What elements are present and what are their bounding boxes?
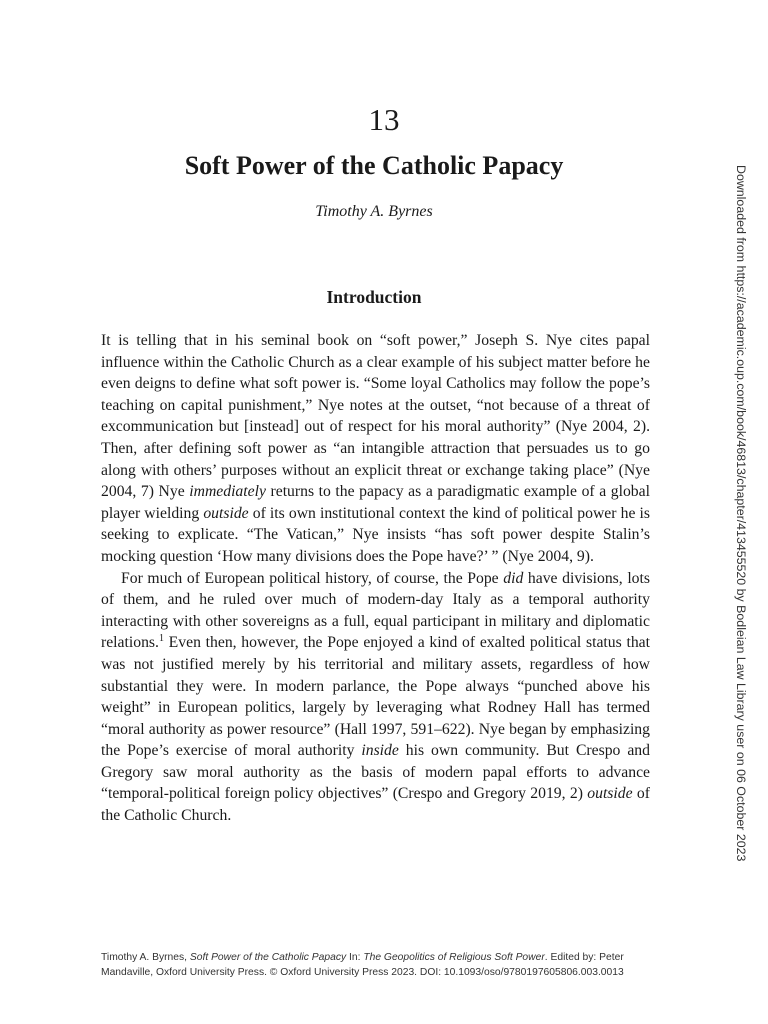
download-watermark: Downloaded from https://academic.oup.com/book/46813/chapter/413455520 by Bodleian Law Library user on 06 October 2023 — [734, 165, 748, 862]
paragraph-2 — [101, 568, 650, 827]
paragraph-1-text-3: of its own institutional context the kind of political power he is seeking to explicate. “The Vatican,” Nye insists “has soft power despite Stalin’s mocking question ‘How many divisions does the Pope have?’ ” (Nye 2004, 9). — [101, 504, 650, 565]
section-heading: Introduction — [326, 287, 422, 307]
paragraph-1-text-2: returns to the papacy as a paradigmatic example of a global player wielding — [101, 483, 650, 522]
paragraph-2-text-4: his own community. But Crespo and Gregory saw moral authority as the basis of modern papal efforts to advance “temporal-political foreign policy objectives” (Crespo and Gregory 2019, 2) — [101, 742, 650, 803]
paragraph-2-text-3: Even then, however, the Pope enjoyed a kind of exalted political status that was not justified merely by his territorial and military assets, regardless of how substantial they were. In modern parlance, the Pope always “punched above his weight” in European politics, largely by leveraging what Rodney Hall has termed “moral authority as power resource” (Hall 1997, 591–622). Nye began by emphasizing the Pope’s exercise of moral authority — [101, 634, 650, 760]
emphasis-immediately: immediately — [189, 483, 266, 501]
author-name: Timothy A. Byrnes — [315, 203, 433, 220]
paragraph-2-text-1: For much of European political history, of course, the Pope — [121, 569, 504, 587]
footer-chapter-title: Soft Power of the Catholic Papacy — [189, 952, 347, 963]
paragraph-2-text-2: have divisions, lots of them, and he ruled over much of modern-day Italy as a temporal authority interacting with other sovereigns as a full, equal participant in military and diplomatic relations. — [101, 569, 650, 652]
footer-author: Timothy A. Byrnes, — [101, 952, 190, 963]
footer-publication-info: . Edited by: Peter Mandaville, Oxford University Press. © Oxford University Press 2023. DOI: 10.1093/oso/9780197605806.003.0013 — [101, 952, 624, 978]
emphasis-inside: inside — [361, 742, 399, 760]
footnote-ref-1[interactable]: 1 — [158, 633, 164, 645]
footer-book-title: The Geopolitics of Religious Soft Power — [363, 952, 545, 963]
emphasis-did: did — [503, 569, 524, 587]
body-text — [101, 330, 650, 827]
paragraph-1-text-1: It is telling that in his seminal book on “soft power,” Joseph S. Nye cites papal influence within the Catholic Church as a clear example of his subject matter before he even deigns to define what soft power is. “Some loyal Catholics may follow the pope’s teaching on capital punishment,” Nye notes at the outset, “not because of a threat of excommunication but [instead] out of respect for his moral authority” (Nye 2004, 2). Then, after defining soft power as “an intangible attraction that persuades us to go along with others’ purposes without an explicit threat or exchange taking place” (Nye 2004, 7) Nye — [101, 332, 650, 501]
emphasis-outside: outside — [203, 504, 249, 522]
chapter-number: 13 — [368, 102, 400, 137]
emphasis-outside-2: outside — [587, 785, 633, 803]
chapter-title: Soft Power of the Catholic Papacy — [184, 151, 564, 180]
footer-in: In: — [346, 952, 364, 963]
paragraph-2-text-5: of the Catholic Church. — [101, 785, 650, 825]
citation-footer — [101, 950, 661, 980]
paragraph-1 — [101, 330, 650, 568]
